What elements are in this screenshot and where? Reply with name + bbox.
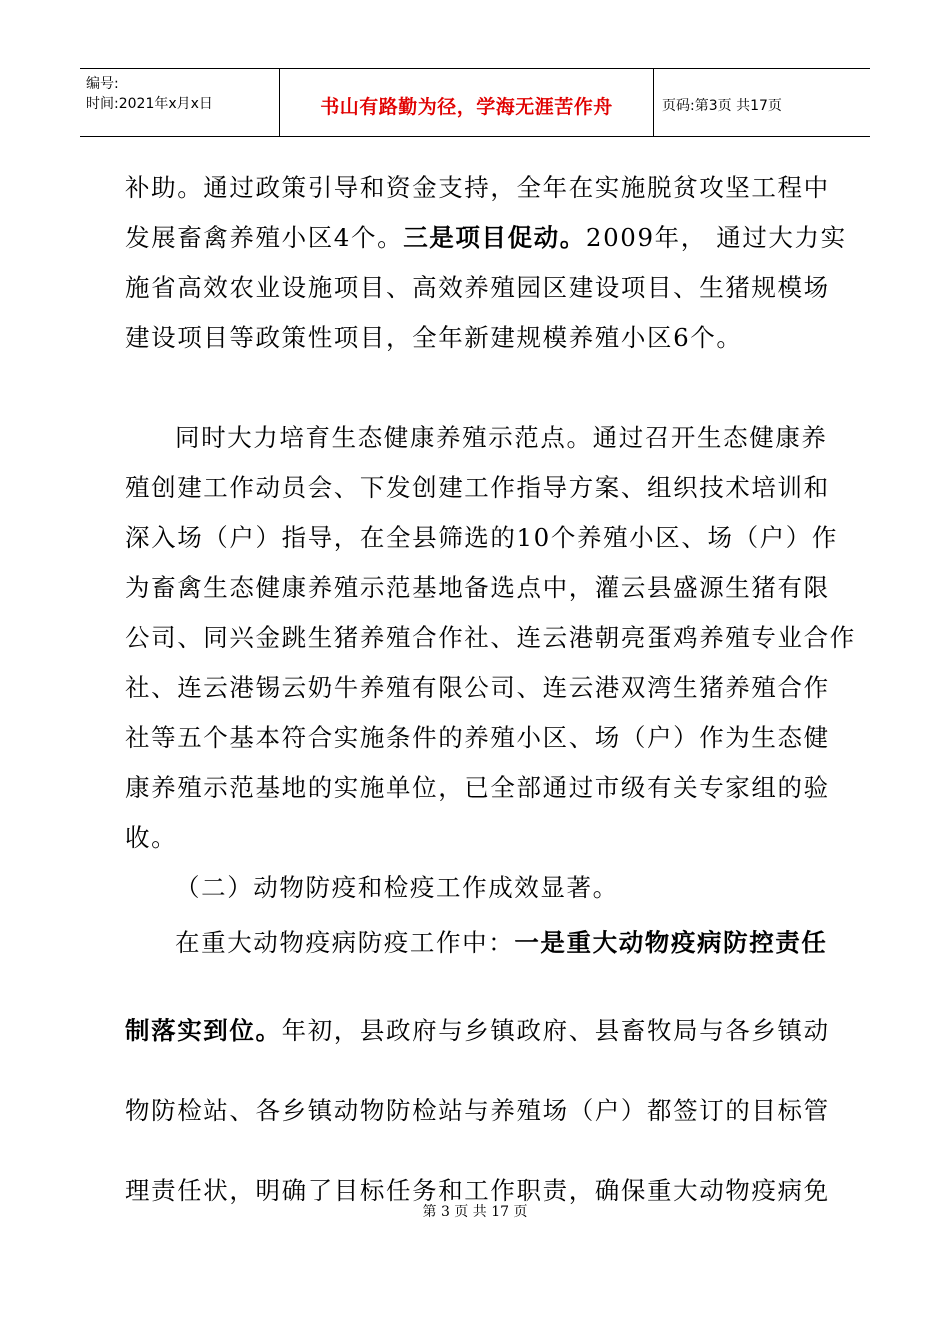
body-line: 理责任状，明确了目标任务和工作职责，确保重大动物疫病免 bbox=[125, 1176, 830, 1205]
body-line: 康养殖示范基地的实施单位，已全部通过市级有关专家组的验 bbox=[125, 773, 830, 802]
body-line: 建设项目等政策性项目，全年新建规模养殖小区6个。 bbox=[125, 323, 743, 352]
body-line: 公司、同兴金跳生猪养殖合作社、连云港朝亮蛋鸡养殖专业合作 bbox=[125, 623, 856, 652]
body-line: 物防检站、各乡镇动物防检站与养殖场（户）都签订的目标管 bbox=[125, 1096, 830, 1125]
body-line: 殖创建工作动员会、下发创建工作指导方案、组织技术培训和 bbox=[125, 473, 830, 502]
body-text: 年初，县政府与乡镇政府、县畜牧局与各乡镇动 bbox=[281, 1016, 830, 1045]
emphasis-text: 三是项目促动。 bbox=[403, 223, 586, 252]
emphasis-text: 一是重大动物疫病防控责任 bbox=[514, 928, 828, 957]
body-line: 施省高效农业设施项目、高效养殖园区建设项目、生猪规模场 bbox=[125, 273, 830, 302]
body-text: 2009年， 通过大力实 bbox=[585, 223, 847, 252]
body-line bbox=[125, 996, 830, 1066]
body-line: 为畜禽生态健康养殖示范基地备选点中，灌云县盛源生猪有限 bbox=[125, 573, 830, 602]
body-text: 在重大动物疫病防疫工作中： bbox=[175, 928, 515, 957]
body-line: 社、连云港锡云奶牛养殖有限公司、连云港双湾生猪养殖合作 bbox=[125, 673, 830, 702]
body-line: 同时大力培育生态健康养殖示范点。通过召开生态健康养 bbox=[175, 423, 828, 452]
page-footer: 第 3 页 共 17 页 bbox=[422, 1204, 528, 1220]
header-motto: 书山有路勤为径，学海无涯苦作舟 bbox=[280, 69, 654, 136]
body-line: 收。 bbox=[125, 823, 178, 852]
header-page-info: 页码:第3页 共17页 bbox=[662, 97, 782, 114]
paragraph-gap bbox=[125, 363, 830, 413]
line-gap bbox=[125, 973, 830, 996]
emphasis-text: 制落实到位。 bbox=[125, 1016, 282, 1045]
body-line: 补助。通过政策引导和资金支持，全年在实施脱贫攻坚工程中 bbox=[125, 173, 830, 202]
body-line bbox=[125, 913, 830, 973]
body-line: 深入场（户）指导，在全县筛选的10个养殖小区、场（户）作 bbox=[125, 523, 838, 552]
body-line bbox=[125, 213, 847, 263]
number-label: 编号: bbox=[86, 76, 119, 92]
body-line: 社等五个基本符合实施条件的养殖小区、场（户）作为生态健 bbox=[125, 723, 830, 752]
document-header bbox=[80, 68, 870, 137]
header-meta bbox=[80, 69, 280, 136]
time-label: 时间:2021年x月x日 bbox=[86, 96, 213, 112]
body-text: 发展畜禽养殖小区4个。 bbox=[125, 223, 404, 252]
section-heading: （二）动物防疫和检疫工作成效显著。 bbox=[175, 873, 619, 902]
document-body bbox=[125, 163, 856, 1226]
